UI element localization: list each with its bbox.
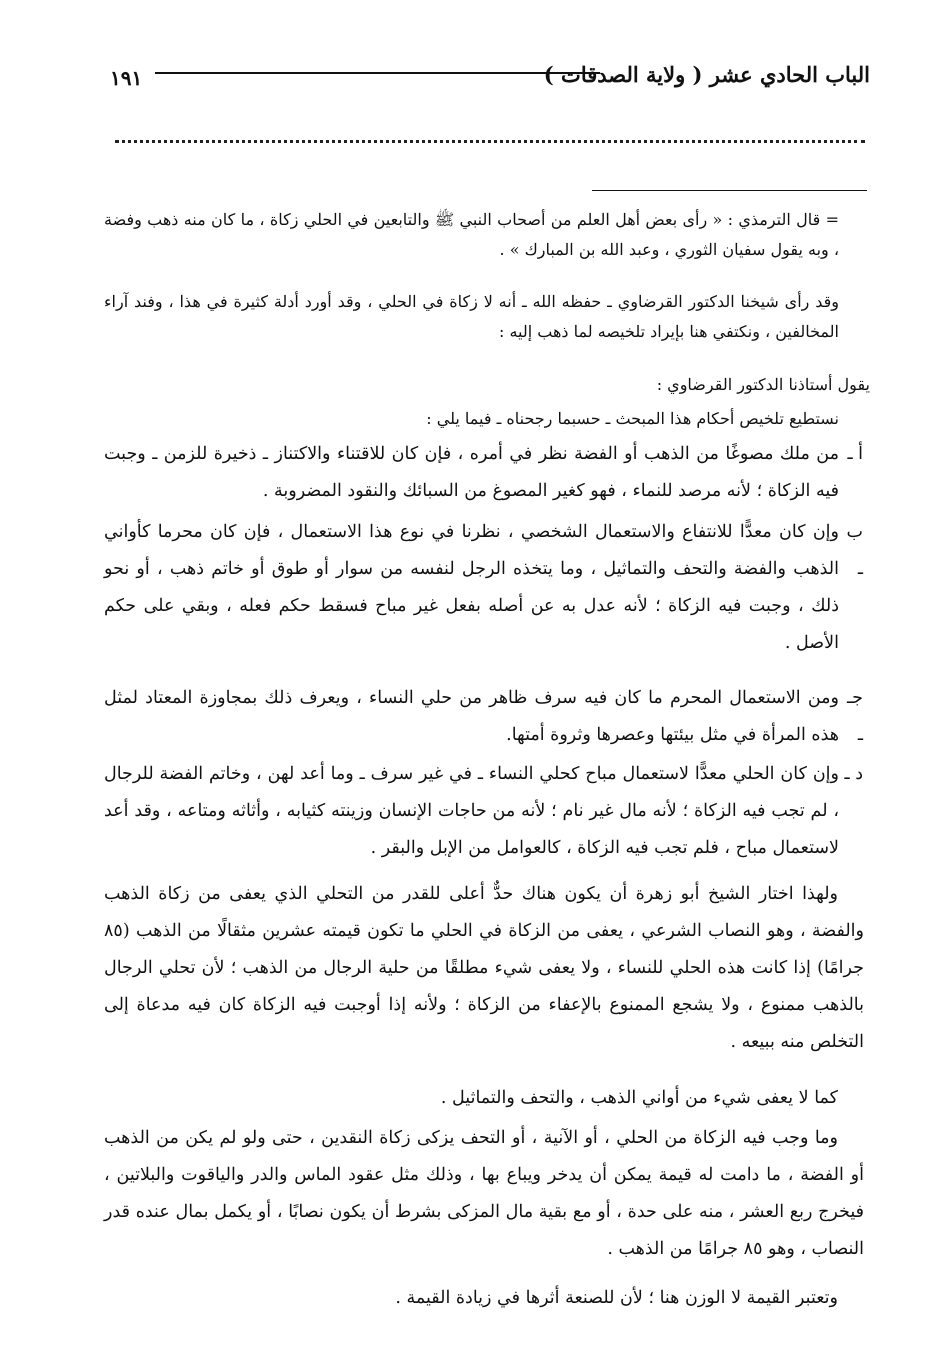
page-header bbox=[100, 56, 870, 106]
dotted-divider bbox=[115, 140, 865, 143]
list-marker: جـ ـ bbox=[847, 688, 863, 745]
footnote-paragraph-summary-intro: نستطيع تلخيص أحكام هذا المبحث ـ حسبما رجحناه ـ فيما يلي : bbox=[426, 409, 839, 428]
running-title: الباب الحادي عشر ( ولاية الصدقات ) bbox=[543, 62, 870, 87]
footnote-paragraph-tirmidhi: = قال الترمذي : « رأى بعض أهل العلم من أصحاب النبي ﷺ والتابعين في الحلي زكاة ، ما كان منه ذهب وفضة ، وبه يقول سفيان الثوري ، وعبد الله بن المبارك » . bbox=[104, 210, 839, 259]
list-item-ba bbox=[104, 514, 863, 662]
list-item-text: من ملك مصوغًا من الذهب أو الفضة نظر في أمره ، فإن كان للاقتناء والاكتناز ـ ذخيرة للزمن ـ وجبت فيه الزكاة ؛ لأنه مرصد للنماء ، فهو كغير المصوغ من السبائك والنقود المضروبة . bbox=[104, 444, 839, 501]
list-item-text: ومن الاستعمال المحرم ما كان فيه سرف ظاهر من حلي النساء ، ويعرف ذلك بمجاوزة المعتاد لمثل هذه المرأة في مثل بيئتها وعصرها وثروة أمتها. bbox=[104, 688, 839, 745]
header-rule bbox=[155, 72, 600, 74]
list-item-alif bbox=[104, 436, 863, 510]
paragraph-valuation: وما وجب فيه الزكاة من الحلي ، أو الآنية ، أو التحف يزكى زكاة النقدين ، حتى ولو لم يكن من الذهب أو الفضة ، ما دامت له قيمة يمكن أن يدخر ويباع بها ، وذلك مثل عقود الماس والدر والياقوت والبلاتين ، فيخرج ربع العشر ، منه على حدة ، أو مع بقية مال المزكى بشرط أن يكون نصابًا ، أو يكمل بمال عنده قدر النصاب ، وهو ٨٥ جرامًا من الذهب . bbox=[104, 1128, 864, 1259]
list-marker: ب ـ bbox=[846, 522, 863, 579]
list-item-text: وإن كان معدًّا للانتفاع والاستعمال الشخصي ، نظرنا في نوع هذا الاستعمال ، فإن كان محرما كأواني الذهب والفضة والتحف والتماثيل ، وما يتخذه الرجل لنفسه من سوار أو طوق أو خاتم ذهب ، أو نحو ذلك ، وجبت فيه الزكاة ؛ لأنه عدل به عن أصله بفعل غير مباح فسقط حكم فعله ، وبقي على حكم الأصل . bbox=[104, 522, 839, 653]
paragraph-value-not-weight: وتعتبر القيمة لا الوزن هنا ؛ لأن للصنعة أثرها في زيادة القيمة . bbox=[395, 1288, 838, 1308]
footnote-paragraph-intro: يقول أستاذنا الدكتور القرضاوي : bbox=[656, 375, 870, 394]
footnote-paragraph-qaradawi-opinion: وقد رأى شيخنا الدكتور القرضاوي ـ حفظه الله ـ أنه لا زكاة في الحلي ، وقد أورد أدلة كثيرة في هذا ، وفند آراء المخالفين ، ونكتفي هنا بإيراد تلخيصه لما ذهب إليه : bbox=[104, 292, 839, 341]
page-number: ١٩١ bbox=[110, 66, 143, 90]
list-item-text: وإن كان الحلي معدًّا لاستعمال مباح كحلي النساء ـ في غير سرف ـ وما أعد لهن ، وخاتم الفضة للرجال ، لم تجب فيه الزكاة ؛ لأنه مال غير نام ؛ لأنه من حاجات الإنسان وزينته كثيابه ، وأثاثه ومتاعه ، وقد أعد لاستعمال مباح ، فلم تجب فيه الزكاة ، كالعوامل من الإبل والبقر . bbox=[104, 764, 839, 858]
list-item-dal bbox=[104, 756, 863, 867]
paragraph-vessels: كما لا يعفى شيء من أواني الذهب ، والتحف والتماثيل . bbox=[440, 1088, 838, 1108]
list-item-jim bbox=[104, 680, 863, 754]
list-marker: أ ـ bbox=[847, 444, 863, 464]
footnote-rule bbox=[592, 190, 867, 191]
paragraph-abu-zahra: ولهذا اختار الشيخ أبو زهرة أن يكون هناك حدٌّ أعلى للقدر من التحلي الذي يعفى من زكاة الذهب والفضة ، وهو النصاب الشرعي ، يعفى من الزكاة في الحلي ما تكون قيمته عشرين مثقالًا من الذهب (٨٥ جرامًا) إذا كانت هذه الحلي للنساء ، ولا يعفى شيء مطلقًا من حلية الرجال من الذهب ؛ لأن تحلي الرجال بالذهب ممنوع ، ولا يشجع الممنوع بالإعفاء من الزكاة ؛ ولأنه إذا أوجبت فيه الزكاة كان فيه مدعاة إلى التخلص منه ببيعه . bbox=[104, 884, 864, 1052]
list-marker: د ـ bbox=[844, 764, 863, 784]
